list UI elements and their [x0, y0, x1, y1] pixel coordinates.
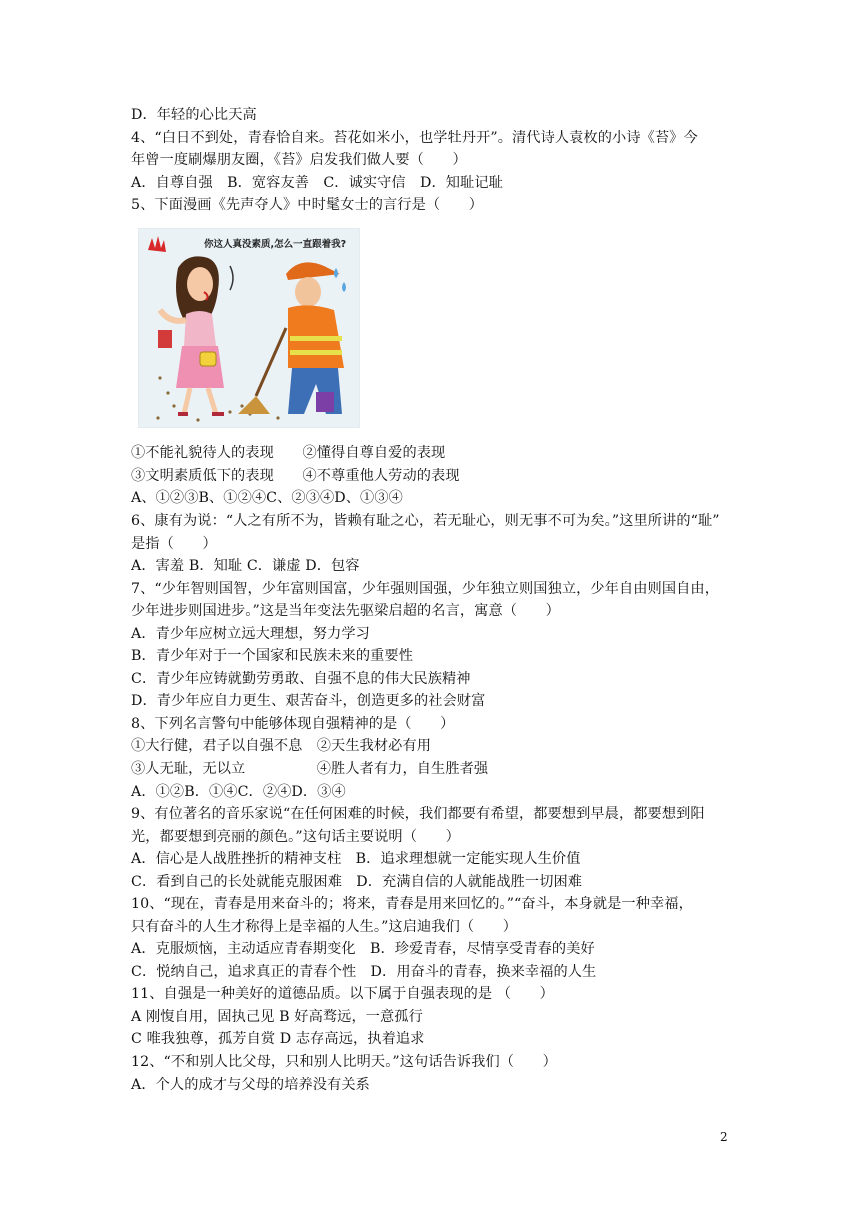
text-line: 4、“白日不到处，青春恰自来。苔花如米小，也学牡丹开”。清代诗人袁枚的小诗《苔》今 [131, 130, 698, 146]
text-line: 11、自强是一种美好的道德品质。以下属于自强表现的是 （ ） [131, 986, 554, 1002]
text-line: A．个人的成才与父母的培养没有关系 [131, 1077, 370, 1093]
page-number: 2 [720, 1130, 728, 1144]
text-line: A．害羞 B．知耻 C．谦虚 D．包容 [131, 558, 360, 574]
text-line: 只有奋斗的人生才称得上是幸福的人生。”这启迪我们（ ） [131, 919, 518, 935]
text-line: 7、“少年智则国智，少年富则国富，少年强则国强，少年独立则国独立，少年自由则国自由， [131, 581, 719, 597]
text-line: 年曾一度刷爆朋友圈，《苔》启发我们做人要（ ） [131, 152, 467, 168]
text-line: 光，都要想到亮丽的颜色。”这句话主要说明（ ） [131, 829, 460, 845]
text-line: A．克服烦恼，主动适应青春期变化 B．珍爱青春，尽情享受青春的美好 [131, 941, 595, 957]
text-line: ③人无耻，无以立 ④胜人者有力，自生胜者强 [131, 761, 489, 777]
text-line: D．青少年应自力更生、艰苦奋斗，创造更多的社会财富 [131, 693, 486, 709]
text-line: ①不能礼貌待人的表现 ②懂得自尊自爱的表现 [131, 445, 446, 461]
text-line: 8、下列名言警句中能够体现自强精神的是（ ） [131, 716, 455, 732]
text-line: 5、下面漫画《先声夺人》中时髦女士的言行是（ ） [131, 197, 484, 213]
text-line: B．青少年对于一个国家和民族未来的重要性 [131, 648, 413, 664]
text-line: C．青少年应铸就勤劳勇敢、自强不息的伟大民族精神 [131, 671, 471, 687]
text-line: C．看到自己的长处就能克服困难 D．充满自信的人就能战胜一切困难 [131, 874, 583, 890]
text-line: ③文明素质低下的表现 ④不尊重他人劳动的表现 [131, 468, 460, 484]
text-line: 12、“不和别人比父母，只和别人比明天。”这句话告诉我们（ ） [131, 1054, 557, 1070]
text-line: 少年进步则国进步。”这是当年变法先驱梁启超的名言，寓意（ ） [131, 603, 560, 619]
text-line: C．悦纳自己，追求真正的青春个性 D．用奋斗的青春，换来幸福的人生 [131, 964, 597, 980]
text-line: 9、有位著名的音乐家说“在任何困难的时候，我们都要有希望，都要想到早晨，都要想到阳 [131, 806, 705, 822]
text-line: ①大行健，君子以自强不息 ②天生我材必有用 [131, 738, 432, 754]
text-line: A．信心是人战胜挫折的精神支柱 B．追求理想就一定能实现人生价值 [131, 851, 581, 867]
speech-text: 你这人真没素质,怎么一直跟着我? [204, 239, 347, 250]
text-line: A 刚愎自用，固执己见 B 好高骛远，一意孤行 [131, 1009, 423, 1025]
text-line: 10、“现在，青春是用来奋斗的；将来，青春是用来回忆的。”“奋斗，本身就是一种幸福， [131, 896, 693, 912]
text-line: A．自尊自强 B．宽容友善 C．诚实守信 D．知耻记耻 [131, 175, 503, 191]
text-line: 6、康有为说：“人之有所不为，皆赖有耻之心，若无耻心，则无事不可为矣。”这里所讲的“耻” [131, 513, 720, 529]
cartoon-image [138, 228, 360, 428]
text-line: A．青少年应树立远大理想，努力学习 [131, 626, 370, 642]
text-line: A．①②B．①④C．②④D．③④ [131, 784, 346, 800]
text-line: D．年轻的心比天高 [131, 107, 257, 123]
text-line: C 唯我独尊，孤芳自赏 D 志存高远，执着追求 [131, 1031, 425, 1047]
text-line: A、①②③B、①②④C、②③④D、①③④ [131, 490, 403, 506]
text-line: 是指（ ） [131, 536, 217, 552]
